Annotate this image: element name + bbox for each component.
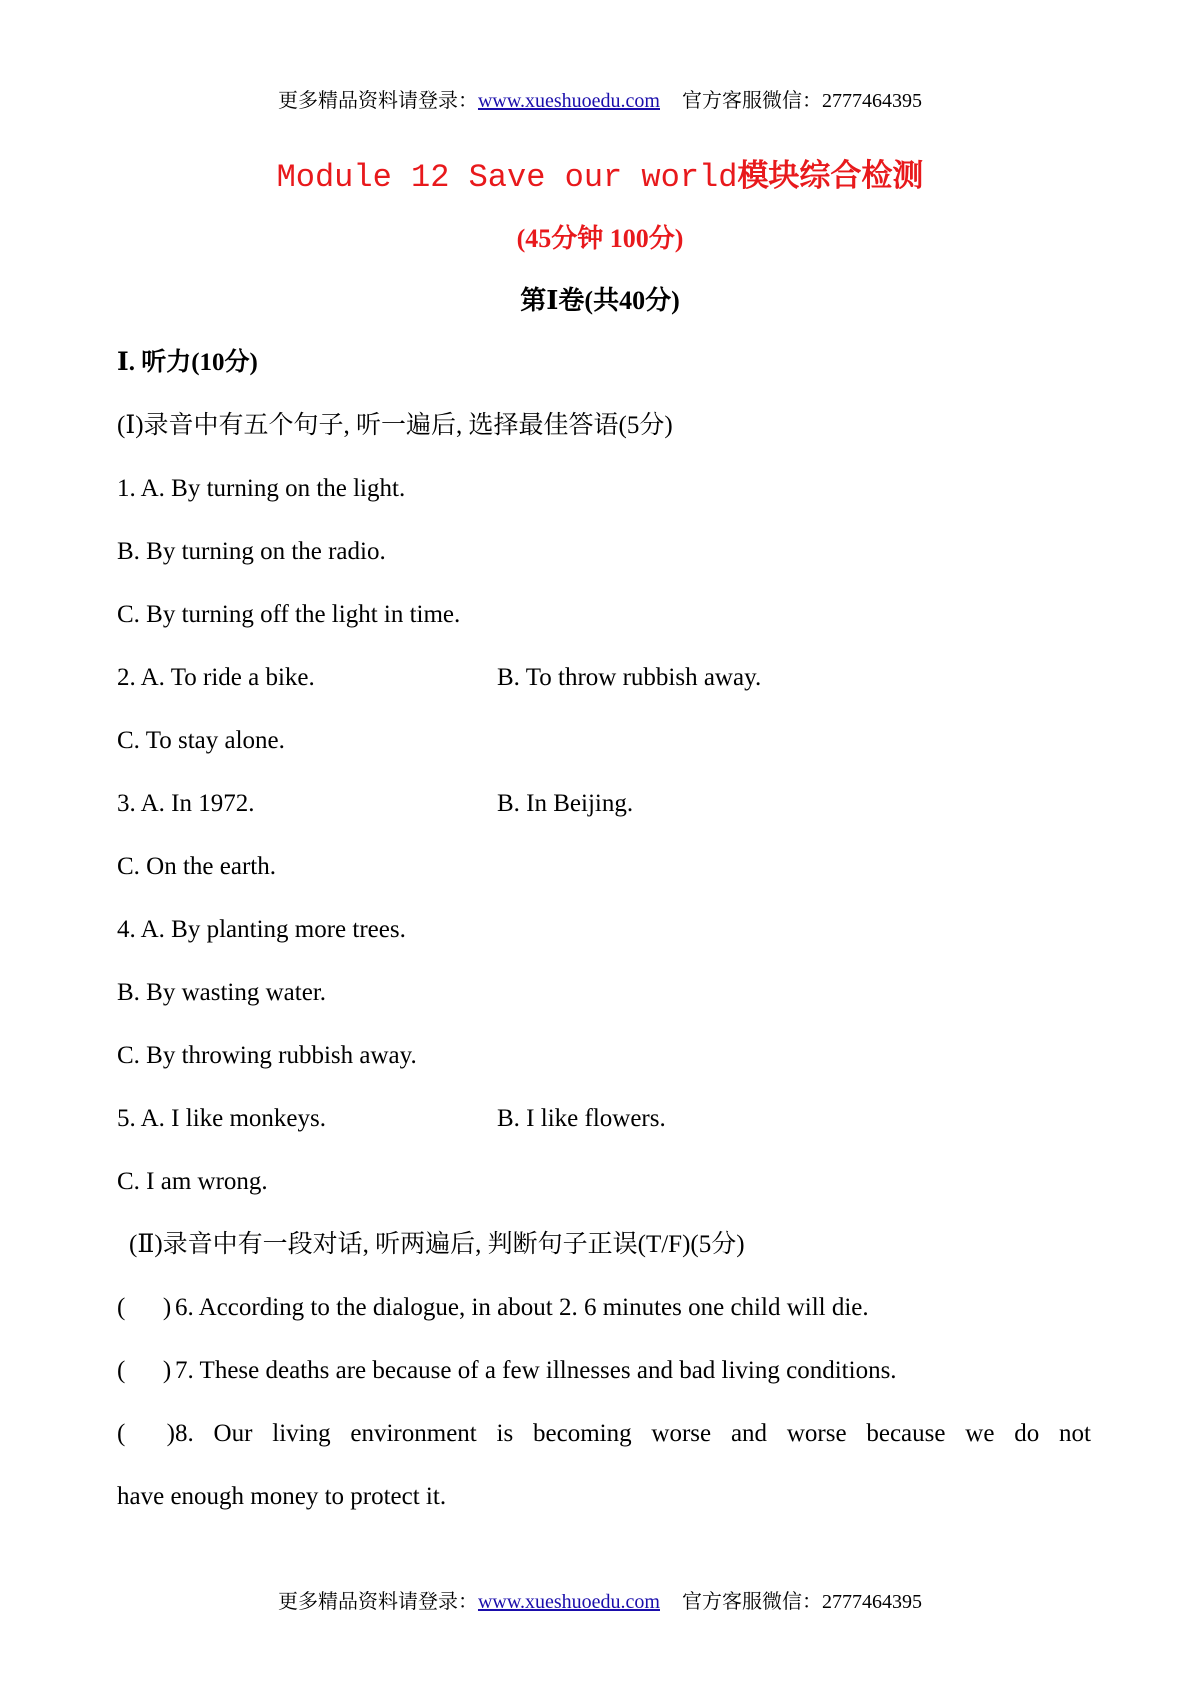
- q4-option-c: C. By throwing rubbish away.: [117, 1042, 417, 1069]
- q8-answer-blank[interactable]: ( ): [117, 1420, 175, 1447]
- volume-heading: 第Ⅰ卷(共40分): [520, 286, 680, 315]
- q3-row: [117, 788, 1117, 820]
- q1-option-a: 1. A. By turning on the light.: [117, 475, 406, 502]
- q7-answer-blank[interactable]: ( ): [117, 1357, 172, 1384]
- q1-option-b: B. By turning on the radio.: [117, 538, 386, 565]
- q4-option-b: B. By wasting water.: [117, 979, 327, 1006]
- q2-option-c: C. To stay alone.: [117, 727, 285, 754]
- footer-link[interactable]: www.xueshuoedu.com: [477, 1591, 660, 1613]
- q8-text-line2: have enough money to protect it.: [117, 1483, 447, 1510]
- q5-option-b: B. I like flowers.: [497, 1105, 666, 1132]
- footer-banner: [0, 1589, 1200, 1615]
- page-title: [0, 155, 1200, 198]
- q5-row: [117, 1103, 1117, 1135]
- footer-service: 官方客服微信：2777464395: [682, 1591, 922, 1613]
- header-banner: [0, 88, 1200, 114]
- title-chinese: 模块综合检测: [737, 158, 924, 194]
- q2-option-b: B. To throw rubbish away.: [497, 664, 762, 691]
- q6-answer-blank[interactable]: ( ): [117, 1294, 172, 1321]
- q3-option-c: C. On the earth.: [117, 853, 276, 880]
- section-heading: Ⅰ. 听力(10分): [117, 349, 258, 376]
- q8-text-line1: 8. Our living environment is becoming worse and worse because we do not: [175, 1420, 1091, 1447]
- banner-prefix: 更多精品资料请登录：: [277, 90, 478, 112]
- q5-option-c: C. I am wrong.: [117, 1168, 268, 1195]
- q5-option-a: 5. A. I like monkeys.: [117, 1105, 327, 1132]
- q6-statement: [117, 1292, 869, 1324]
- subtitle: (45分钟 100分): [516, 224, 684, 253]
- banner-link[interactable]: www.xueshuoedu.com: [477, 90, 660, 112]
- q3-option-a: 3. A. In 1972.: [117, 790, 255, 817]
- q2-row: [117, 662, 1117, 694]
- part2-instruction: (Ⅱ)录音中有一段对话, 听两遍后, 判断句子正误(T/F)(5分): [129, 1231, 745, 1258]
- banner-service: 官方客服微信：2777464395: [682, 90, 922, 112]
- part1-instruction: (Ⅰ)录音中有五个句子, 听一遍后, 选择最佳答语(5分): [117, 412, 673, 439]
- q7-text: 7. These deaths are because of a few illnesses and bad living conditions.: [175, 1357, 897, 1384]
- q4-option-a: 4. A. By planting more trees.: [117, 916, 406, 943]
- q6-text: 6. According to the dialogue, in about 2. 6 minutes one child will die.: [175, 1294, 869, 1321]
- q1-option-c: C. By turning off the light in time.: [117, 601, 461, 628]
- footer-prefix: 更多精品资料请登录：: [277, 1591, 478, 1613]
- q2-option-a: 2. A. To ride a bike.: [117, 664, 315, 691]
- q3-option-b: B. In Beijing.: [497, 790, 634, 817]
- title-english: Module 12 Save our world: [276, 159, 738, 196]
- q7-statement: [117, 1355, 897, 1387]
- q8-statement: [117, 1418, 1091, 1450]
